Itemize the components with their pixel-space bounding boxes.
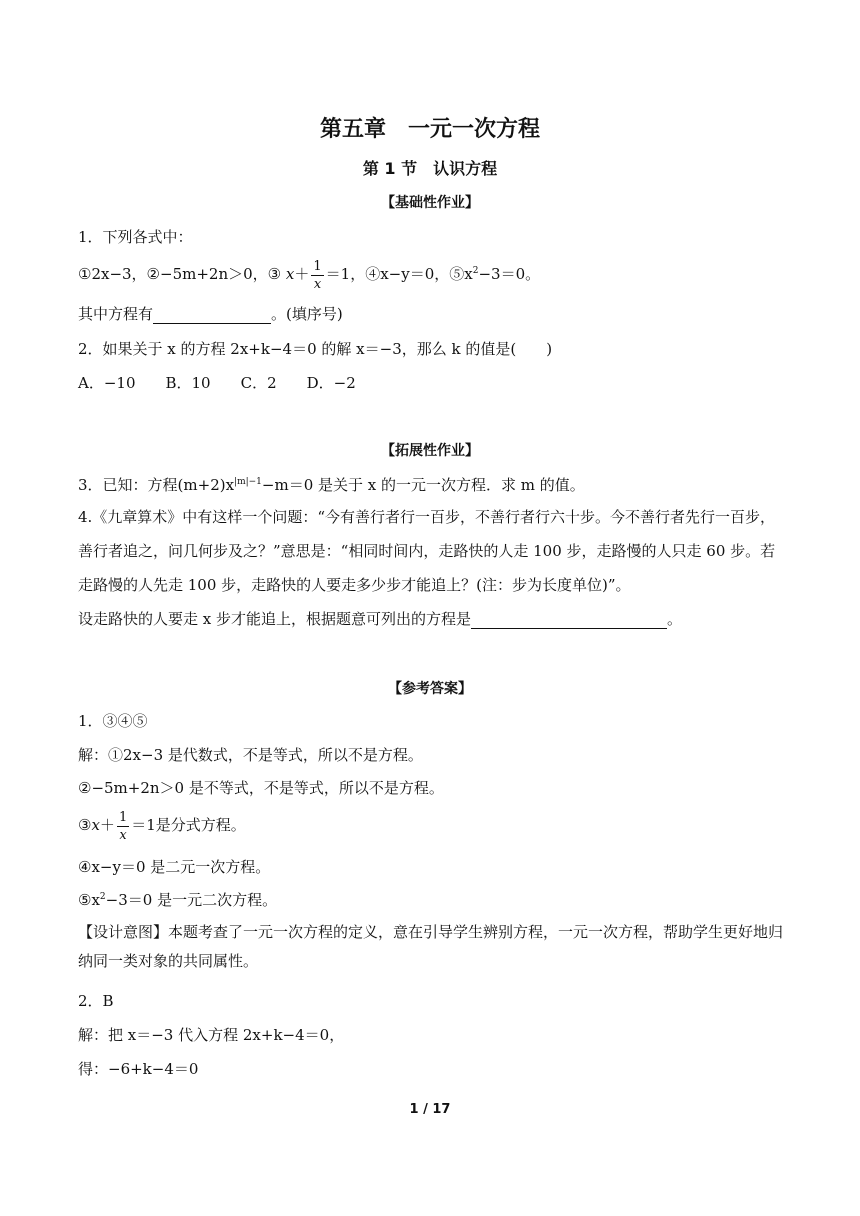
answer-2: 2．B xyxy=(78,992,114,1010)
answer-1: 1．③④⑤ xyxy=(78,712,148,730)
chapter-title: 第五章 一元一次方程 xyxy=(319,117,540,142)
fraction: $\frac{1}{x}$ xyxy=(118,809,128,843)
answer-1-step-4: ④x−y＝0 是二元一次方程。 xyxy=(78,858,271,876)
answer-1-step-2: ②−5m+2n＞0 是不等式，不是等式，所以不是方程。 xyxy=(78,779,444,797)
q4-line3: 走路慢的人先走 100 步，走路快的人要走多少步才能追上？(注：步为长度单位)”。 xyxy=(78,576,631,594)
basic-heading: 【基础性作业】 xyxy=(381,195,479,211)
answer-2-step-2: 得：−6+k−4＝0 xyxy=(78,1060,199,1078)
answers-heading: 【参考答案】 xyxy=(388,681,472,697)
page-number: 1 / 17 xyxy=(409,1102,451,1117)
answer-2-step-1: 解：把 x＝−3 代入方程 2x+k−4＝0， xyxy=(78,1026,345,1044)
q1-items: ①2x−3，②−5m+2n＞0，③ x＋ $\frac{1}{x}$ ＝1，④x−y＝0，$⑤x^2-3=0$。 xyxy=(78,258,541,292)
q3: 3．已知：方程$(m+2)x^{|m|-1}-m=0$ 是关于 x 的一元一次方程．求 m 的值。 xyxy=(78,476,585,494)
answer-blank[interactable] xyxy=(153,309,271,324)
q4-ask: 设走路快的人要走 x 步才能追上，根据题意可列出的方程是 。 xyxy=(78,610,683,628)
q2: 2．如果关于 x 的方程 2x+k−4＝0 的解 x＝−3，那么 k 的值是( ) xyxy=(78,340,553,358)
section-title: 第 1 节 认识方程 xyxy=(362,159,498,178)
extended-heading: 【拓展性作业】 xyxy=(381,443,479,459)
q4-line1: 4.《九章算术》中有这样一个问题：“今有善行者行一百步，不善行者行六十步。今不善行者先行一百步， xyxy=(78,508,775,526)
fraction: $\frac{1}{x}$ xyxy=(313,258,322,292)
q2-options: A．−10 B．10 C．2 D．−2 xyxy=(78,374,356,392)
answer-1-step-5: $⑤x^2-3=0$ 是一元二次方程。 xyxy=(78,891,278,909)
answer-1-step-3: ③x＋ $\frac{1}{x}$ ＝1是分式方程。 xyxy=(78,809,246,843)
design-intent: 【设计意图】本题考查了一元一次方程的定义，意在引导学生辨别方程，一元一次方程，帮助学生更好地归纳同一类对象的共同属性。 xyxy=(78,923,784,970)
q4-line2: 善行者追之，问几何步及之？”意思是：“相同时间内，走路快的人走 100 步，走路慢的人只走 60 步。若 xyxy=(78,542,776,560)
answer-1-step-1: 解：①2x−3 是代数式，不是等式，所以不是方程。 xyxy=(78,746,423,764)
q1-intro: 1．下列各式中： xyxy=(78,228,193,246)
answer-blank[interactable] xyxy=(471,614,667,629)
q1-ask: 其中方程有 。(填序号) xyxy=(78,305,343,323)
